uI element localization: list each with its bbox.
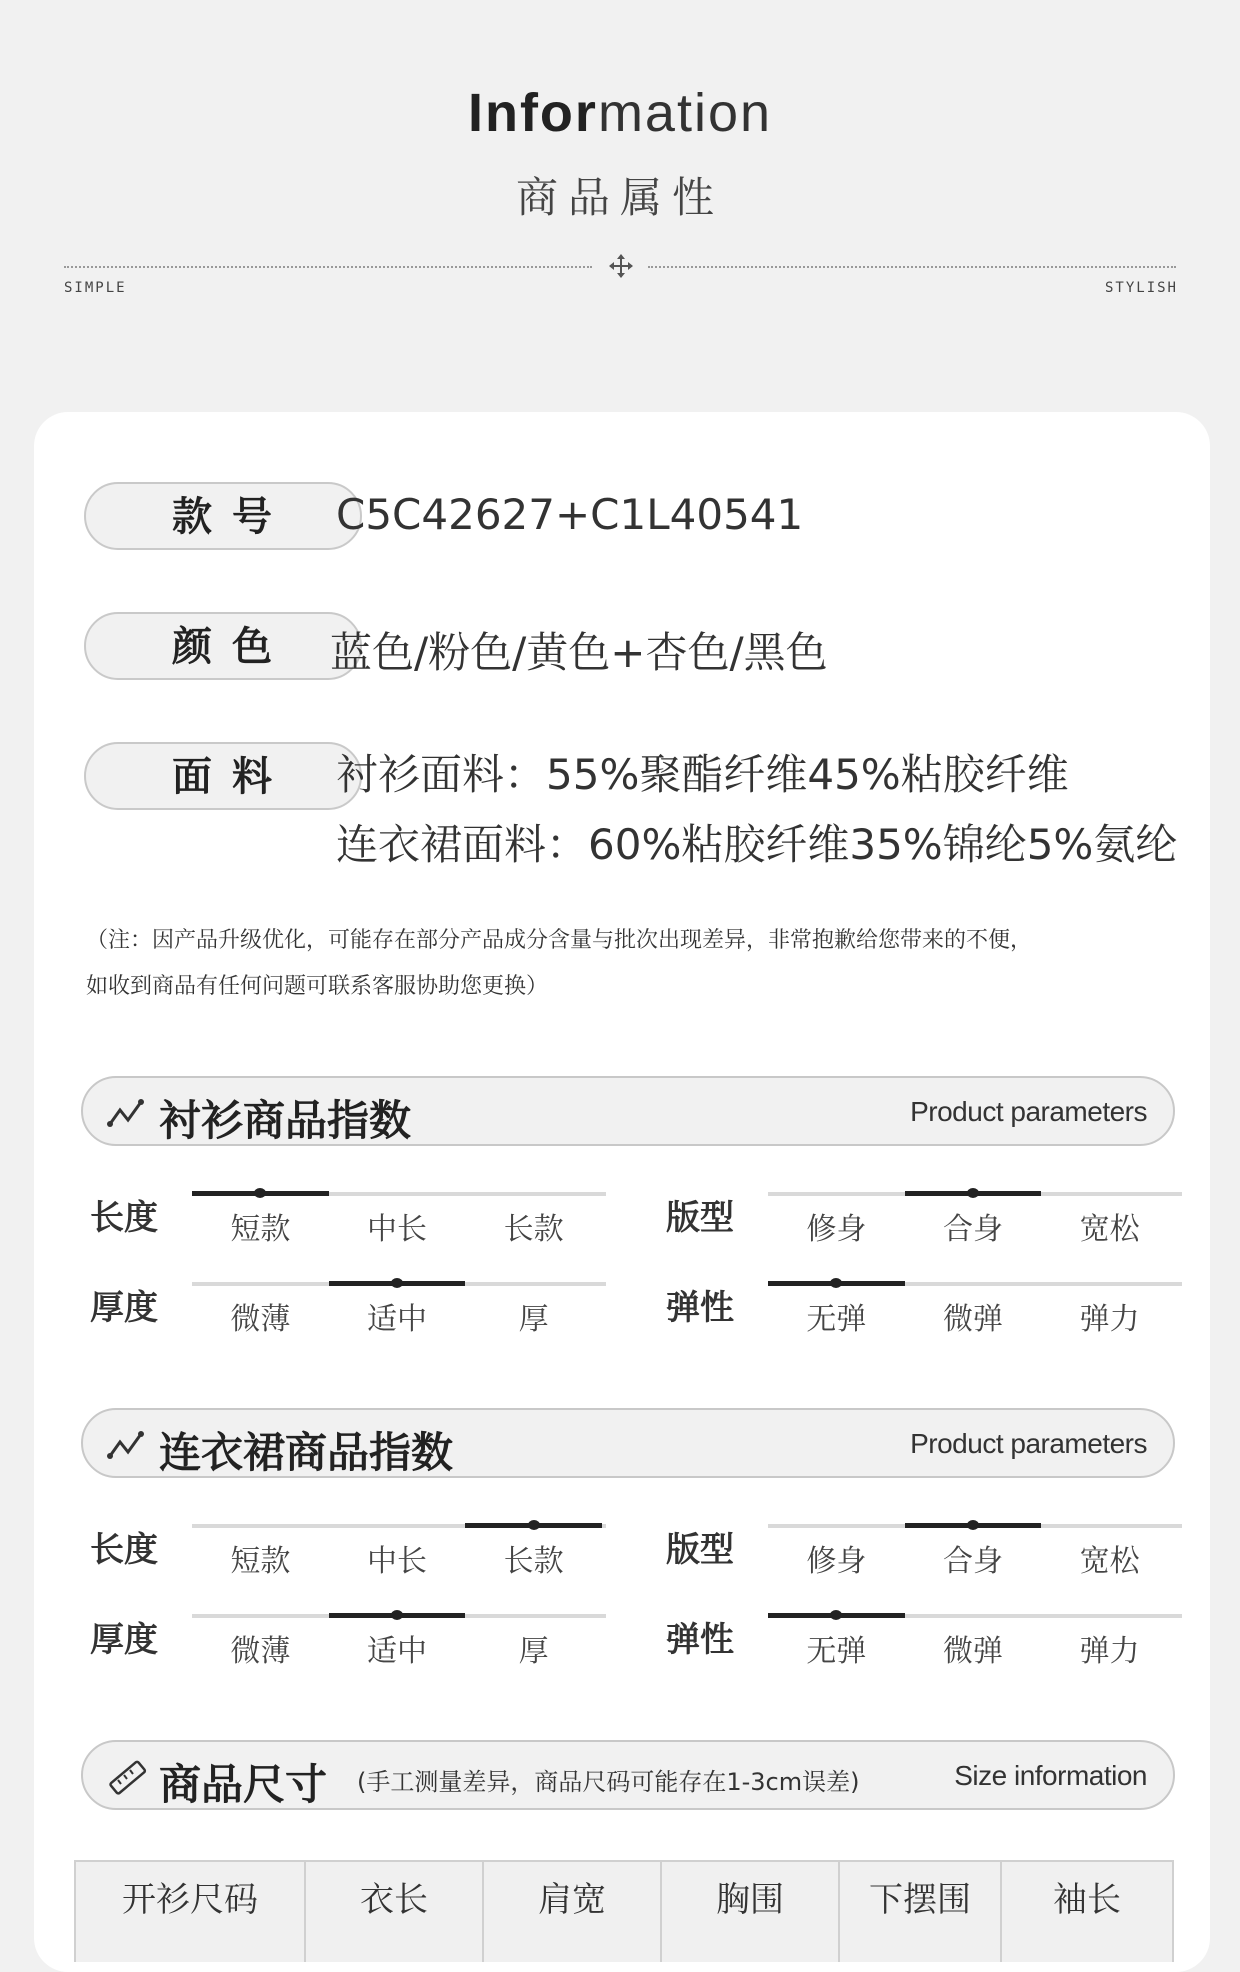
info-card	[34, 412, 1210, 1972]
scale-option: 修身	[806, 1544, 867, 1579]
scale-option: 宽松	[1079, 1212, 1140, 1247]
page-header	[0, 0, 1240, 330]
scale-option: 弹力	[1079, 1634, 1140, 1669]
size-col-header: 开衫尺码	[76, 1862, 306, 1962]
shirt-fit-label: 版型	[666, 1198, 734, 1238]
scale-marker	[254, 1188, 266, 1198]
note-line-2: 如收到商品有任何问题可联系客服协助您更换）	[86, 974, 549, 999]
color-label: 颜色	[84, 612, 362, 680]
size-col-header: 下摆围	[840, 1862, 1002, 1962]
scale-marker	[967, 1520, 979, 1530]
scale-option: 弹力	[1079, 1302, 1140, 1337]
size-col-header: 衣长	[306, 1862, 484, 1962]
dress-thickness-label: 厚度	[90, 1620, 158, 1660]
divider-left	[64, 266, 592, 268]
shirt-elasticity-scale	[768, 1282, 1182, 1342]
scale-option: 微弹	[942, 1634, 1003, 1669]
shirt-length-label: 长度	[90, 1198, 158, 1238]
dress-length-scale	[192, 1524, 606, 1584]
shirt-elasticity-label: 弹性	[666, 1288, 734, 1328]
simple-tag: SIMPLE	[64, 280, 127, 296]
size-en: Size information	[954, 1760, 1147, 1791]
shirt-index-title: 衬衫商品指数	[159, 1096, 412, 1145]
info-subtitle: 商品属性	[515, 173, 724, 222]
size-header	[81, 1740, 1175, 1810]
scale-marker	[528, 1520, 540, 1530]
size-col-header: 胸围	[662, 1862, 840, 1962]
dress-elasticity-scale	[768, 1614, 1182, 1674]
scale-marker	[391, 1610, 403, 1620]
fabric-dress-value: 连衣裙面料：60%粘胶纤维35%锦纶5%氨纶	[336, 820, 1178, 869]
ruler-icon	[107, 1758, 149, 1798]
dress-index-header	[81, 1408, 1175, 1478]
scale-option: 适中	[366, 1302, 427, 1337]
divider-right	[648, 266, 1176, 268]
size-note: (手工测量差异，商品尺码可能存在1-3cm误差)	[357, 1768, 860, 1796]
scale-option: 微薄	[230, 1634, 291, 1669]
dress-elasticity-label: 弹性	[666, 1620, 734, 1660]
scale-option: 合身	[942, 1212, 1003, 1247]
fabric-label: 面料	[84, 742, 362, 810]
scale-option: 微弹	[942, 1302, 1003, 1337]
scale-option: 修身	[806, 1212, 867, 1247]
dress-thickness-scale	[192, 1614, 606, 1674]
dress-fit-scale	[768, 1524, 1182, 1584]
scale-option: 无弹	[806, 1302, 867, 1337]
scale-option: 无弹	[806, 1634, 867, 1669]
shirt-fit-scale	[768, 1192, 1182, 1252]
shirt-thickness-label: 厚度	[90, 1288, 158, 1328]
info-title	[0, 82, 1240, 144]
dress-length-label: 长度	[90, 1530, 158, 1570]
scale-option: 中长	[366, 1212, 427, 1247]
size-table-header	[74, 1860, 1174, 1962]
style-number-label: 款号	[84, 482, 362, 550]
scale-marker	[830, 1278, 842, 1288]
scale-option: 长款	[503, 1544, 564, 1579]
shirt-length-scale	[192, 1192, 606, 1252]
scale-marker	[391, 1278, 403, 1288]
info-title-light: mation	[597, 83, 773, 143]
scale-option: 微薄	[230, 1302, 291, 1337]
shirt-index-header	[81, 1076, 1175, 1146]
scale-option: 厚	[518, 1634, 549, 1669]
scale-option: 厚	[518, 1302, 549, 1337]
scale-option: 短款	[230, 1544, 291, 1579]
color-value: 蓝色/粉色/黄色+杏色/黑色	[330, 628, 828, 677]
fabric-shirt-value: 衬衫面料：55%聚酯纤维45%粘胶纤维	[336, 750, 1069, 799]
scale-option: 宽松	[1079, 1544, 1140, 1579]
cross-arrows-icon	[608, 253, 634, 279]
style-number-value: C5C42627+C1L40541	[336, 490, 804, 539]
scale-option: 短款	[230, 1212, 291, 1247]
scale-option: 中长	[366, 1544, 427, 1579]
dress-index-en: Product parameters	[910, 1428, 1147, 1459]
trend-line-icon	[107, 1098, 151, 1128]
scale-marker	[830, 1610, 842, 1620]
shirt-index-en: Product parameters	[910, 1096, 1147, 1127]
shirt-thickness-scale	[192, 1282, 606, 1342]
info-title-bold: Infor	[467, 83, 598, 143]
note-line-1: （注：因产品升级优化，可能存在部分产品成分含量与批次出现差异，非常抱歉给您带来的不便，	[86, 928, 1033, 953]
dress-index-title: 连衣裙商品指数	[159, 1428, 454, 1477]
stylish-tag: STYLISH	[1104, 280, 1178, 296]
scale-marker	[967, 1188, 979, 1198]
scale-option: 长款	[503, 1212, 564, 1247]
scale-option: 适中	[366, 1634, 427, 1669]
size-col-header: 肩宽	[484, 1862, 662, 1962]
trend-line-icon	[107, 1430, 151, 1460]
size-title: 商品尺寸	[159, 1760, 328, 1809]
scale-option: 合身	[942, 1544, 1003, 1579]
dress-fit-label: 版型	[666, 1530, 734, 1570]
size-col-header: 袖长	[1002, 1862, 1172, 1962]
